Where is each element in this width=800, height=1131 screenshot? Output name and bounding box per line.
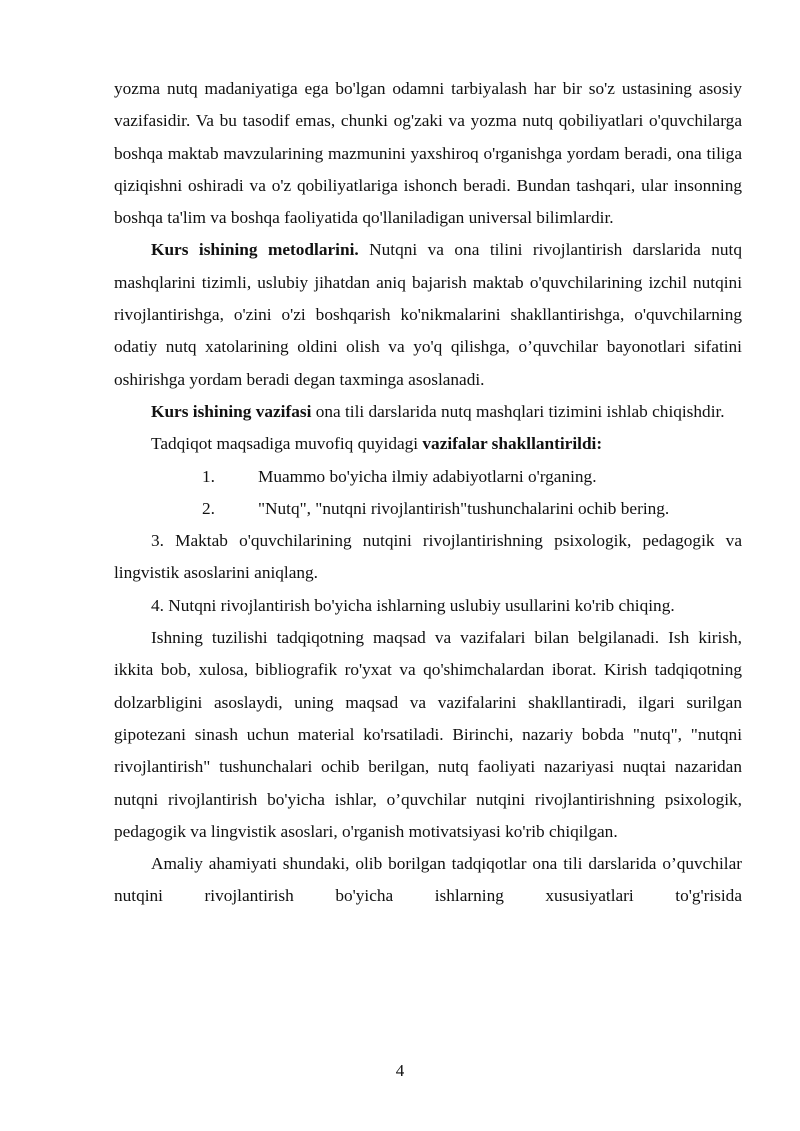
- list-item: [114, 461, 742, 493]
- list-item-number: 2.: [202, 498, 215, 518]
- task-heading: Kurs ishining vazifasi: [151, 401, 312, 421]
- paragraph-task: [114, 396, 742, 428]
- list-item-number: 1.: [202, 466, 215, 486]
- list-item-text: "Nutq", "nutqni rivojlantirish"tushunchalarini ochib bering.: [258, 498, 670, 518]
- list-item: [114, 493, 742, 525]
- paragraph-methods: [114, 234, 742, 395]
- objectives-intro-text: Tadqiqot maqsadiga muvofiq quyidagi: [151, 434, 423, 454]
- paragraph-objectives-intro: [114, 428, 742, 460]
- paragraph-objective-3: 3. Maktab o'quvchilarining nutqini rivojlantirishning psixologik, pedagogik va lingvistik asoslarini aniqlang.: [114, 531, 742, 583]
- objectives-heading: vazifalar shakllantirildi:: [422, 434, 603, 454]
- task-text: ona tili darslarida nutq mashqlari tizimini ishlab chiqishdir.: [311, 401, 725, 421]
- paragraph-intro-continuation: yozma nutq madaniyatiga ega bo'lgan odamni tarbiyalash har bir so'z ustasining asosiy vazifasidir. Va bu tasodif emas, chunki og'zaki va yozma nutq qobiliyatlari o'quvchilarga boshqa maktab mavzularining mazmunini yaxshiroq o'rganishga yordam beradi, ona tiliga qiziqishni oshiradi va o'z qobiliyatlariga ishonch beradi. Bundan tashqari, ular insonning boshqa ta'lim va boshqa faoliyatida qo'llaniladigan universal bilimlardir.: [114, 79, 742, 228]
- page-number: 4: [395, 1061, 405, 1080]
- page-content: [114, 73, 742, 913]
- paragraph-practical-significance: Amaliy ahamiyati shundaki, olib borilgan tadqiqotlar ona tili darslarida o’quvchilar nutqini rivojlantirish bo'yicha ishlarning xususiyatlari to'g'risida: [114, 854, 742, 906]
- list-item-text: Muammo bo'yicha ilmiy adabiyotlarni o'rganing.: [258, 466, 597, 486]
- methods-heading: Kurs ishining metodlarini.: [151, 240, 359, 260]
- methods-text: Nutqni va ona tilini rivojlantirish darslarida nutq mashqlarini tizimli, uslubiy jihatdan aniq bajarish maktab o'quvchilarining izchil nutqini rivojlantirishga, o'zini o'zi boshqarish ko'nikmalarini shakllantirishga, o'quvchilarning odatiy nutq xatolarining oldini olish va yo'q qilishga, o’quvchilar bayonotlari sifatini oshirishga yordam beradi degan taxminga asoslanadi.: [114, 240, 742, 389]
- paragraph-objective-4: 4. Nutqni rivojlantirish bo'yicha ishlarning uslubiy usullarini ko'rib chiqing.: [151, 595, 675, 615]
- paragraph-structure: Ishning tuzilishi tadqiqotning maqsad va vazifalari bilan belgilanadi. Ish kirish, ikkita bob, xulosa, bibliografik ro'yxat va qo'shimchalardan iborat. Kirish tadqiqotning dolzarbligini asoslaydi, uning maqsad va vazifalarini shakllantiradi, ilgari surilgan gipotezani sinash uchun material ko'rsatiladi. Birinchi, nazariy bobda "nutq", "nutqni rivojlantirish" tushunchalari ochib berilgan, nutq faoliyati nazariyasi nuqtai nazaridan nutqni rivojlantirish bo'yicha ishlar, o’quvchilar nutqini rivojlantirishning psixologik, pedagogik va lingvistik asoslari, o'rganish motivatsiyasi ko'rib chiqilgan.: [114, 628, 742, 841]
